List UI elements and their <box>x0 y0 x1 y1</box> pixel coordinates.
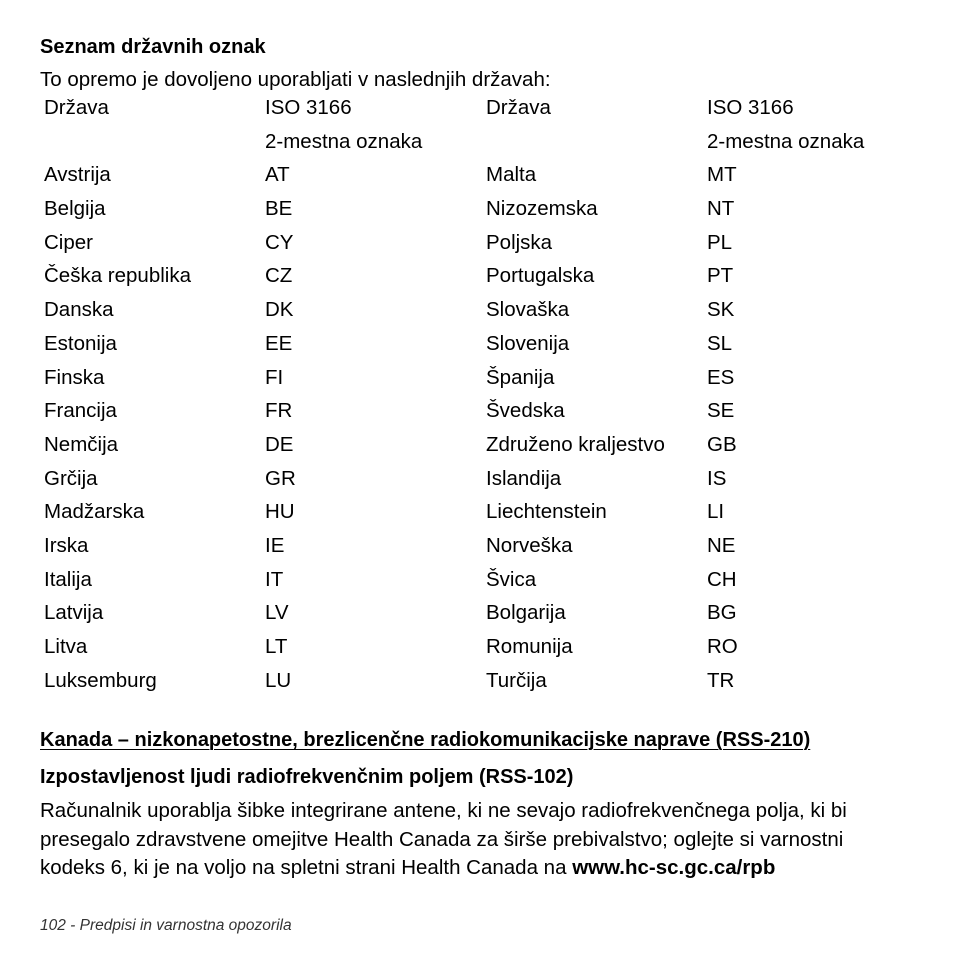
table-row <box>44 667 924 701</box>
cell-code-right: SL <box>707 331 733 355</box>
cell-country-left: Ciper <box>44 230 93 254</box>
cell-country-right: Španija <box>486 365 555 389</box>
cell-country-right: Norveška <box>486 533 573 557</box>
cell-code-left: FR <box>265 399 293 423</box>
cell-code-right: SK <box>707 298 735 322</box>
table-row <box>44 532 924 566</box>
cell-country-left: Belgija <box>44 197 106 221</box>
header-code-right: ISO 3166 <box>707 96 794 119</box>
cell-code-left: LV <box>265 601 289 625</box>
header-code-left: 2-mestna oznaka <box>265 129 423 153</box>
header-code-left: ISO 3166 <box>265 96 352 119</box>
cell-code-left: LU <box>265 668 292 692</box>
table-row <box>44 599 924 633</box>
cell-code-left: DE <box>265 432 294 456</box>
cell-country-left: Madžarska <box>44 500 145 524</box>
cell-country-left: Estonija <box>44 331 117 355</box>
table-row <box>44 262 924 296</box>
cell-code-right: IS <box>707 466 727 490</box>
cell-country-right: Nizozemska <box>486 197 598 221</box>
cell-code-left: AT <box>265 163 290 187</box>
paragraph-line-2: presegalo zdravstvene omejitve Health Canada za širše prebivalstvo; oglejte si varnostni <box>40 827 844 851</box>
header-country-left: Država <box>44 96 109 119</box>
cell-code-right: PL <box>707 230 733 254</box>
table-row <box>44 195 924 229</box>
exposure-paragraph <box>40 797 920 883</box>
cell-country-right: Švedska <box>486 399 565 423</box>
table-row <box>44 633 924 667</box>
cell-code-right: SE <box>707 399 735 423</box>
table-row <box>44 397 924 431</box>
intro-text: To opremo je dovoljeno uporabljati v naslednjih državah: <box>40 68 551 91</box>
cell-code-left: BE <box>265 197 293 221</box>
cell-code-right: MT <box>707 163 737 187</box>
cell-country-right: Islandija <box>486 466 562 490</box>
cell-code-left: FI <box>265 365 284 389</box>
cell-country-left: Danska <box>44 298 114 322</box>
cell-country-right: Slovenija <box>486 331 570 355</box>
cell-country-left: Italija <box>44 567 92 591</box>
cell-country-left: Irska <box>44 533 89 557</box>
table-row <box>44 431 924 465</box>
page-footer: 102 - Predpisi in varnostna opozorila <box>40 917 292 934</box>
table-row <box>44 330 924 364</box>
cell-code-left: DK <box>265 298 294 322</box>
section-title: Seznam državnih oznak <box>40 36 266 58</box>
table-row <box>44 161 924 195</box>
canada-heading: Kanada – nizkonapetostne, brezlicenčne radiokomunikacijske naprave (RSS-210) <box>40 729 811 751</box>
cell-country-right: Liechtenstein <box>486 500 607 524</box>
table-row <box>44 296 924 330</box>
cell-code-right: PT <box>707 264 734 288</box>
cell-code-left: CZ <box>265 264 293 288</box>
cell-country-right: Bolgarija <box>486 601 566 625</box>
table-row <box>44 498 924 532</box>
table-row <box>44 566 924 600</box>
cell-code-right: NE <box>707 533 736 557</box>
cell-country-right: Slovaška <box>486 298 570 322</box>
cell-code-right: ES <box>707 365 735 389</box>
cell-code-left: IE <box>265 533 285 557</box>
cell-country-right: Združeno kraljestvo <box>486 432 665 456</box>
cell-country-left: Francija <box>44 399 117 423</box>
cell-code-left: LT <box>265 635 288 658</box>
table-row <box>44 229 924 263</box>
cell-code-left: GR <box>265 466 296 490</box>
cell-code-left: CY <box>265 230 294 254</box>
cell-country-right: Turčija <box>486 668 547 692</box>
cell-country-left: Nemčija <box>44 432 119 456</box>
cell-code-left: IT <box>265 567 284 591</box>
cell-country-left: Češka republika <box>44 264 191 288</box>
header-code-right: 2-mestna oznaka <box>707 129 865 153</box>
cell-country-left: Latvija <box>44 601 104 625</box>
paragraph-line-3-text: kodeks 6, ki je na voljo na spletni strani Health Canada na <box>40 856 573 879</box>
cell-country-right: Poljska <box>486 230 553 254</box>
cell-country-left: Luksemburg <box>44 668 157 692</box>
cell-country-left: Grčija <box>44 466 98 490</box>
table-row <box>44 465 924 499</box>
cell-country-left: Litva <box>44 635 88 658</box>
cell-country-right: Portugalska <box>486 264 595 288</box>
cell-code-right: TR <box>707 668 735 692</box>
cell-code-right: LI <box>707 500 725 524</box>
cell-code-left: HU <box>265 500 295 524</box>
cell-country-right: Švica <box>486 567 537 591</box>
cell-country-left: Avstrija <box>44 163 111 187</box>
cell-code-right: GB <box>707 432 737 456</box>
cell-code-right: RO <box>707 635 738 658</box>
cell-code-right: BG <box>707 601 737 625</box>
cell-country-left: Finska <box>44 365 105 389</box>
paragraph-line-1: Računalnik uporablja šibke integrirane antene, ki ne sevajo radiofrekvenčnega polja, ki bi <box>40 799 847 822</box>
cell-country-right: Malta <box>486 163 537 187</box>
paragraph-line-3 <box>40 854 920 883</box>
country-code-table <box>44 94 924 700</box>
cell-country-right: Romunija <box>486 635 573 658</box>
cell-code-left: EE <box>265 331 293 355</box>
cell-code-right: CH <box>707 567 737 591</box>
table-row <box>44 364 924 398</box>
cell-code-right: NT <box>707 197 735 221</box>
header-country-right: Država <box>486 96 551 119</box>
health-canada-link[interactable]: www.hc-sc.gc.ca/rpb <box>572 856 776 879</box>
table-header-row <box>44 94 924 128</box>
table-header-row <box>44 128 924 162</box>
exposure-heading: Izpostavljenost ljudi radiofrekvenčnim poljem (RSS-102) <box>40 766 574 788</box>
